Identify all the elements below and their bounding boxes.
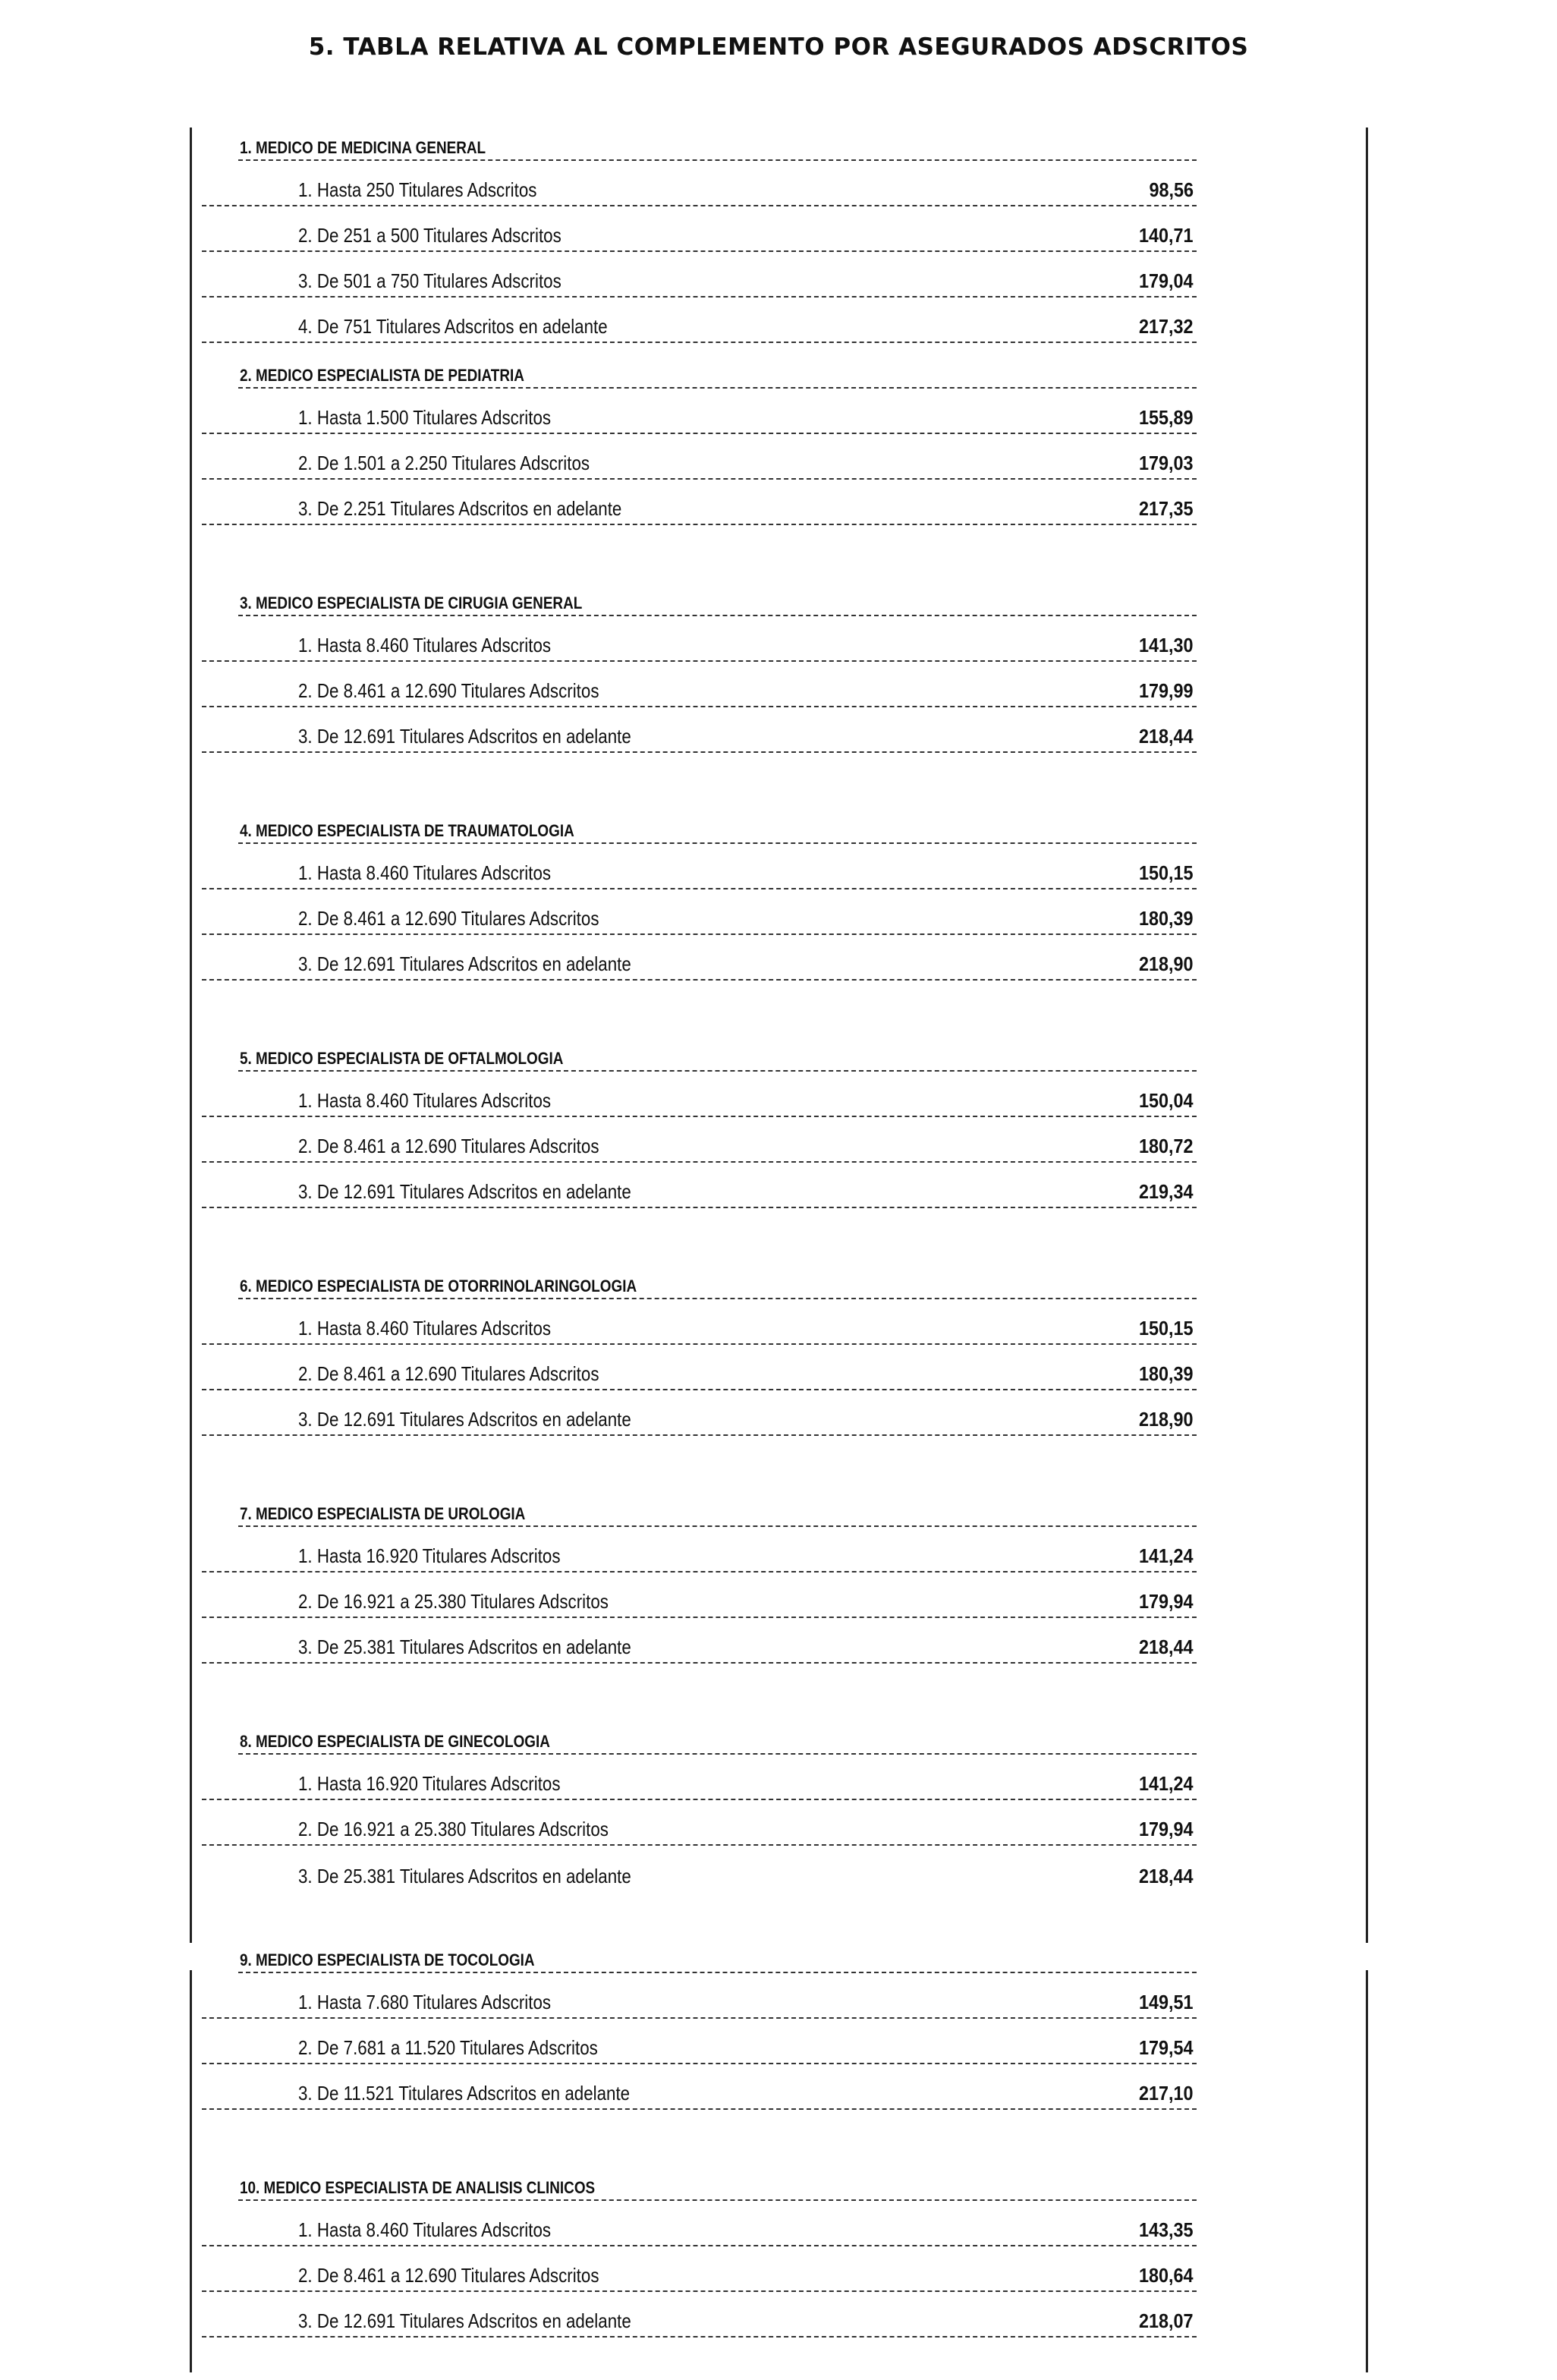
- section-heading-text: 5. MEDICO ESPECIALISTA DE OFTALMOLOGIA: [240, 1049, 564, 1068]
- row-value: 141,24: [1139, 1544, 1194, 1567]
- row-value: 150,15: [1139, 1317, 1194, 1340]
- section-heading-text: 7. MEDICO ESPECIALISTA DE UROLOGIA: [240, 1504, 526, 1523]
- table-row: [202, 1390, 1197, 1436]
- row-label: 2. De 8.461 a 12.690 Titulares Adscritos: [298, 2264, 599, 2287]
- page-title: 5. TABLA RELATIVA AL COMPLEMENTO POR ASEGURADOS ADSCRITOS: [308, 33, 1249, 61]
- row-label: 1. Hasta 7.680 Titulares Adscritos: [298, 1991, 552, 2013]
- row-label: 3. De 12.691 Titulares Adscritos en adelante: [298, 725, 631, 748]
- table-row: [202, 1846, 1197, 1891]
- section-heading: [238, 1038, 1197, 1072]
- section-heading-text: 3. MEDICO ESPECIALISTA DE CIRUGIA GENERAL: [240, 593, 583, 612]
- row-label: 2. De 8.461 a 12.690 Titulares Adscritos: [298, 1135, 599, 1157]
- section-heading-text: 10. MEDICO ESPECIALISTA DE ANALISIS CLINICOS: [240, 2178, 596, 2197]
- row-label: 2. De 8.461 a 12.690 Titulares Adscritos: [298, 1362, 599, 1385]
- row-value: 179,04: [1139, 269, 1194, 292]
- row-label: 2. De 1.501 a 2.250 Titulares Adscritos: [298, 452, 590, 474]
- row-label: 4. De 751 Titulares Adscritos en adelante: [298, 315, 608, 338]
- row-value: 218,90: [1139, 1408, 1194, 1431]
- row-value: 143,35: [1139, 2218, 1194, 2241]
- row-label: 1. Hasta 8.460 Titulares Adscritos: [298, 1089, 552, 1112]
- row-value: 180,64: [1139, 2264, 1194, 2287]
- section-heading: [238, 811, 1197, 844]
- table-row: [202, 616, 1197, 662]
- row-label: 3. De 501 a 750 Titulares Adscritos: [298, 269, 561, 292]
- section-heading-text: 4. MEDICO ESPECIALISTA DE TRAUMATOLOGIA: [240, 821, 574, 840]
- row-value: 218,44: [1139, 1635, 1194, 1658]
- table-row: [202, 1800, 1197, 1846]
- row-label: 3. De 12.691 Titulares Adscritos en adelante: [298, 1180, 631, 1203]
- table-row: [202, 2019, 1197, 2064]
- table-row: [202, 1345, 1197, 1390]
- section-heading: [238, 1721, 1197, 1755]
- table-row: [202, 1572, 1197, 1618]
- section-heading: [238, 1940, 1197, 1973]
- row-value: 179,99: [1139, 679, 1194, 702]
- row-label: 1. Hasta 16.920 Titulares Adscritos: [298, 1772, 561, 1795]
- row-value: 218,44: [1139, 1865, 1194, 1887]
- row-label: 2. De 251 a 500 Titulares Adscritos: [298, 224, 561, 247]
- row-value: 218,07: [1139, 2309, 1194, 2332]
- table-row: [202, 2246, 1197, 2292]
- table-row: [202, 1618, 1197, 1664]
- table-row: [202, 662, 1197, 707]
- section-heading-text: 8. MEDICO ESPECIALISTA DE GINECOLOGIA: [240, 1732, 550, 1751]
- table-row: [202, 889, 1197, 935]
- row-value: 218,44: [1139, 725, 1194, 748]
- row-value: 98,56: [1149, 178, 1194, 201]
- table-row: [202, 2064, 1197, 2110]
- table-row: [202, 2292, 1197, 2338]
- row-value: 179,03: [1139, 452, 1194, 474]
- row-label: 2. De 16.921 a 25.380 Titulares Adscritos: [298, 1818, 609, 1840]
- row-value: 155,89: [1139, 406, 1194, 429]
- row-value: 180,39: [1139, 1362, 1194, 1385]
- row-label: 1. Hasta 16.920 Titulares Adscritos: [298, 1544, 561, 1567]
- table-border-right: [1366, 1970, 1368, 2372]
- table-row: [202, 434, 1197, 480]
- table-row: [202, 389, 1197, 434]
- table-row: [202, 844, 1197, 889]
- table-row: [202, 252, 1197, 298]
- row-value: 149,51: [1139, 1991, 1194, 2013]
- section-heading-text: 9. MEDICO ESPECIALISTA DE TOCOLOGIA: [240, 1950, 535, 1969]
- table-row: [202, 707, 1197, 753]
- row-label: 1. Hasta 8.460 Titulares Adscritos: [298, 861, 552, 884]
- section-heading: [238, 583, 1197, 616]
- row-label: 3. De 12.691 Titulares Adscritos en adelante: [298, 952, 631, 975]
- table-row: [202, 161, 1197, 206]
- table-row: [202, 935, 1197, 981]
- row-label: 2. De 16.921 a 25.380 Titulares Adscritos: [298, 1590, 609, 1613]
- row-value: 217,10: [1139, 2082, 1194, 2105]
- section-heading: [238, 128, 1197, 161]
- section-heading: [238, 1494, 1197, 1527]
- row-value: 217,35: [1139, 497, 1194, 520]
- section-heading: [238, 1266, 1197, 1299]
- row-label: 2. De 8.461 a 12.690 Titulares Adscritos: [298, 907, 599, 930]
- table-row: [202, 1755, 1197, 1800]
- row-label: 3. De 2.251 Titulares Adscritos en adelante: [298, 497, 622, 520]
- row-value: 150,15: [1139, 861, 1194, 884]
- table-row: [202, 1299, 1197, 1345]
- row-value: 179,94: [1139, 1818, 1194, 1840]
- section-heading: [238, 355, 1197, 389]
- row-value: 140,71: [1139, 224, 1194, 247]
- row-value: 180,39: [1139, 907, 1194, 930]
- row-value: 179,54: [1139, 2036, 1194, 2059]
- table-row: [202, 1072, 1197, 1117]
- row-label: 1. Hasta 8.460 Titulares Adscritos: [298, 634, 552, 656]
- table-border-left: [190, 1970, 192, 2372]
- row-label: 3. De 25.381 Titulares Adscritos en adelante: [298, 1635, 631, 1658]
- row-value: 179,94: [1139, 1590, 1194, 1613]
- table-border-right: [1366, 128, 1368, 1943]
- row-label: 2. De 8.461 a 12.690 Titulares Adscritos: [298, 679, 599, 702]
- row-label: 1. Hasta 8.460 Titulares Adscritos: [298, 2218, 552, 2241]
- row-label: 3. De 12.691 Titulares Adscritos en adelante: [298, 2309, 631, 2332]
- row-value: 217,32: [1139, 315, 1194, 338]
- row-value: 141,30: [1139, 634, 1194, 656]
- row-label: 1. Hasta 1.500 Titulares Adscritos: [298, 406, 552, 429]
- row-value: 180,72: [1139, 1135, 1194, 1157]
- section-heading-text: 2. MEDICO ESPECIALISTA DE PEDIATRIA: [240, 366, 524, 385]
- row-label: 3. De 12.691 Titulares Adscritos en adelante: [298, 1408, 631, 1431]
- row-label: 3. De 11.521 Titulares Adscritos en adelante: [298, 2082, 631, 2105]
- table-row: [202, 298, 1197, 343]
- row-label: 1. Hasta 8.460 Titulares Adscritos: [298, 1317, 552, 1340]
- row-value: 150,04: [1139, 1089, 1194, 1112]
- row-label: 3. De 25.381 Titulares Adscritos en adelante: [298, 1865, 631, 1887]
- table-row: [202, 1527, 1197, 1572]
- row-label: 2. De 7.681 a 11.520 Titulares Adscritos: [298, 2036, 598, 2059]
- table-border-left: [190, 128, 192, 1943]
- section-heading-text: 6. MEDICO ESPECIALISTA DE OTORRINOLARINGOLOGIA: [240, 1277, 637, 1295]
- table-row: [202, 1973, 1197, 2019]
- row-label: 1. Hasta 250 Titulares Adscritos: [298, 178, 537, 201]
- row-value: 219,34: [1139, 1180, 1194, 1203]
- table-row: [202, 1163, 1197, 1208]
- table-row: [202, 480, 1197, 525]
- table-row: [202, 2201, 1197, 2246]
- table-row: [202, 1117, 1197, 1163]
- table-row: [202, 206, 1197, 252]
- section-heading-text: 1. MEDICO DE MEDICINA GENERAL: [240, 138, 486, 157]
- row-value: 218,90: [1139, 952, 1194, 975]
- section-heading: [238, 2168, 1197, 2201]
- row-value: 141,24: [1139, 1772, 1194, 1795]
